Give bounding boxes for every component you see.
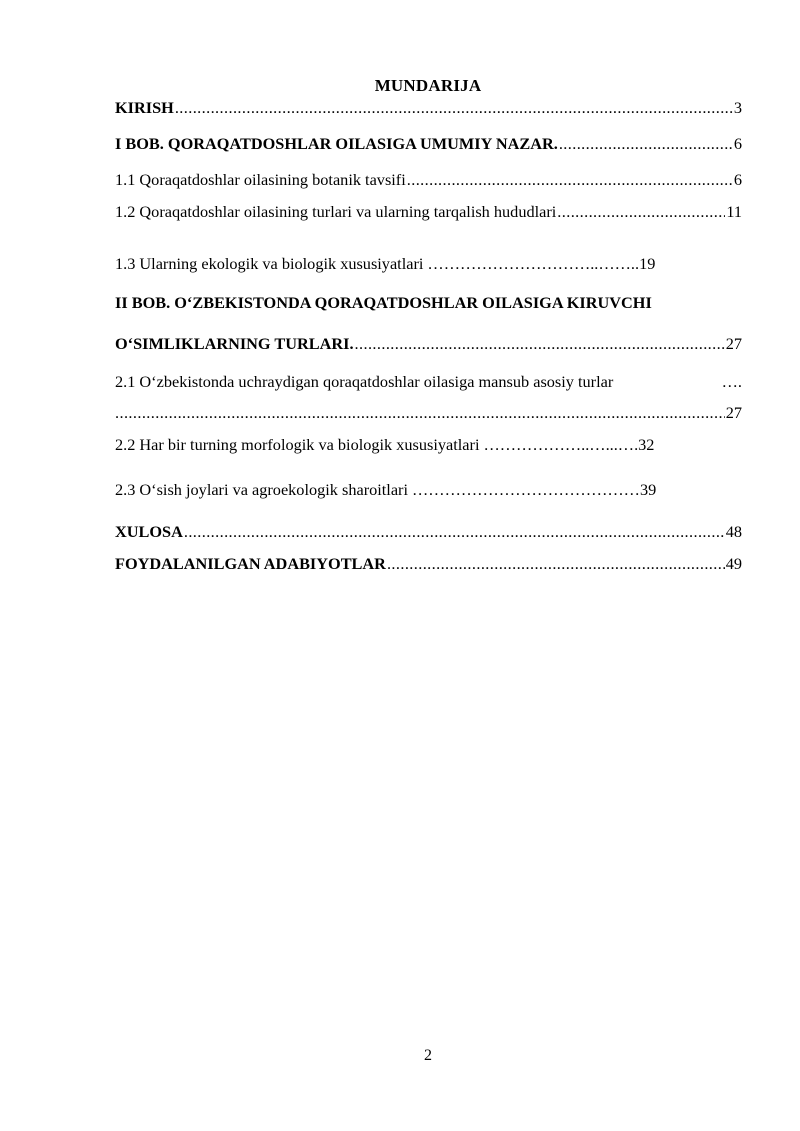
toc-entry-chapter-1[interactable] xyxy=(115,134,742,154)
toc-entry-page: 6 xyxy=(733,170,742,189)
dot-leader xyxy=(559,134,733,154)
toc-entry-text: FOYDALANILGAN ADABIYOTLAR xyxy=(115,554,386,573)
toc-entry-1-2[interactable] xyxy=(115,202,742,222)
toc-entry-page: 19 xyxy=(639,254,656,273)
dot-leader xyxy=(557,202,725,222)
dot-leader xyxy=(184,522,725,542)
dot-leader xyxy=(115,403,725,423)
toc-entry-page: 39 xyxy=(639,480,657,499)
toc-entry-text: 1.3 Ularning ekologik va biologik xususiyatlari xyxy=(115,254,424,273)
ellipsis-leader: …………………………..…….. xyxy=(427,254,640,273)
toc-entry-page: 6 xyxy=(733,134,742,153)
ellipsis-leader: …. xyxy=(721,372,742,391)
toc-entry-kirish[interactable] xyxy=(115,98,742,118)
ellipsis-leader: …………………………………… xyxy=(412,480,640,499)
toc-entry-1-3[interactable] xyxy=(115,254,742,274)
toc-entry-page: 32 xyxy=(638,435,655,454)
dot-leader xyxy=(175,98,733,118)
toc-entry-page: 3 xyxy=(733,98,742,117)
dot-leader xyxy=(355,334,725,354)
toc-entry-2-2[interactable] xyxy=(115,435,742,455)
toc-entry-page: 49 xyxy=(725,554,742,573)
toc-entry-text: I BOB. QORAQATDOSHLAR OILASIGA UMUMIY NAZAR. xyxy=(115,134,558,153)
toc-entry-2-1[interactable] xyxy=(115,403,742,423)
toc-entry-2-1-line1[interactable] xyxy=(115,372,742,392)
toc-title: MUNDARIJA xyxy=(374,76,482,95)
toc-entry-page: 11 xyxy=(726,202,742,221)
ellipsis-leader: ………………..…...…. xyxy=(483,435,639,454)
toc-entry-text: O‘SIMLIKLARNING TURLARI. xyxy=(115,334,354,353)
dot-leader xyxy=(387,554,725,574)
toc-entry-page: 27 xyxy=(725,403,742,422)
toc-entry-text: 1.1 Qoraqatdoshlar oilasining botanik tavsifi xyxy=(115,170,406,189)
toc-entry-text: XULOSA xyxy=(115,522,183,541)
toc-entry-text: 2.2 Har bir turning morfologik va biologik xususiyatlari xyxy=(115,435,480,454)
toc-entry-references[interactable] xyxy=(115,554,742,574)
toc-entry-text: 2.1 O‘zbekistonda uchraydigan qoraqatdoshlar oilasiga mansub asosiy turlar xyxy=(115,372,614,391)
toc-entry-page: 27 xyxy=(725,334,742,353)
toc-entry-text: 2.3 O‘sish joylari va agroekologik sharoitlari xyxy=(115,480,408,499)
toc-entry-text: 1.2 Qoraqatdoshlar oilasining turlari va ularning tarqalish hududlari xyxy=(115,202,557,221)
toc-entry-1-1[interactable] xyxy=(115,170,742,190)
toc-entry-chapter-2-line1[interactable]: II BOB. O‘ZBEKISTONDA QORAQATDOSHLAR OILASIGA KIRUVCHI xyxy=(115,293,652,312)
toc-entry-xulosa[interactable] xyxy=(115,522,742,542)
toc-entry-2-3[interactable] xyxy=(115,480,742,500)
toc-entry-text: KIRISH xyxy=(115,98,174,117)
toc-entry-chapter-2[interactable] xyxy=(115,334,742,354)
dot-leader xyxy=(407,170,733,190)
page-number: 2 xyxy=(424,1047,432,1064)
toc-entry-page: 48 xyxy=(725,522,742,541)
